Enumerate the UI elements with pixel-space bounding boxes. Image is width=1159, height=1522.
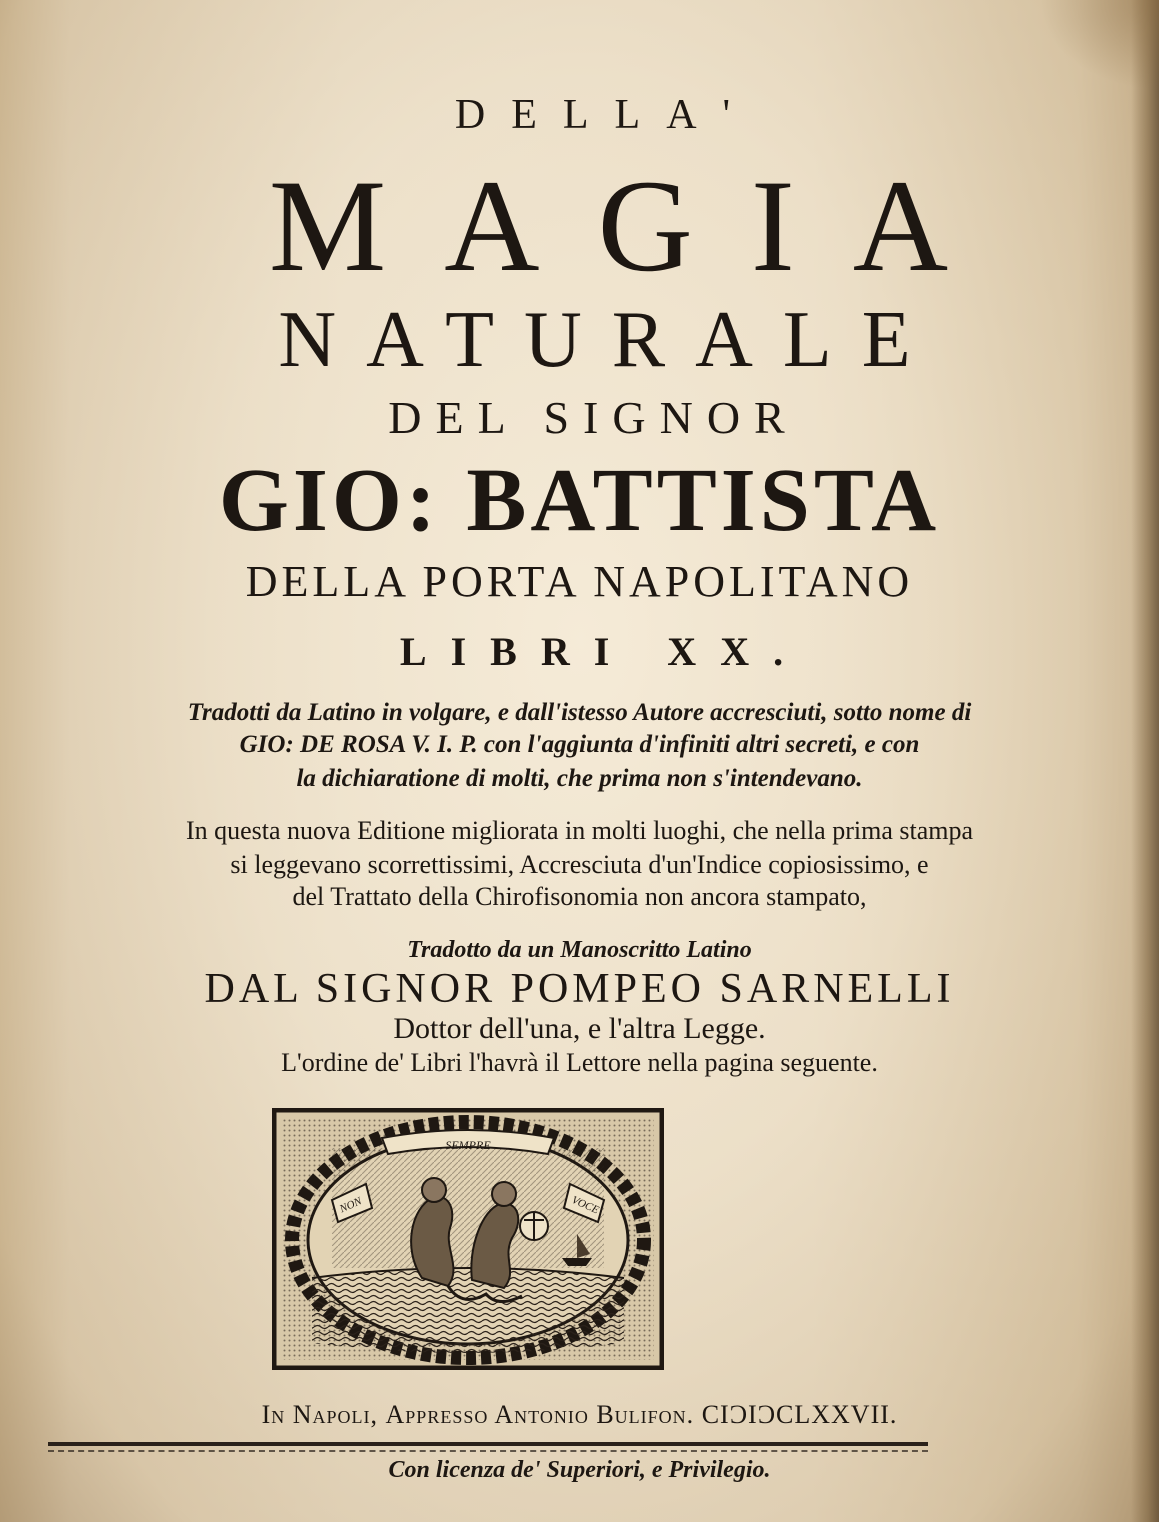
translator-degree: Dottor dell'una, e l'altra Legge. [393, 1012, 766, 1045]
paper-stain [1039, 0, 1159, 90]
title-naturale: NATURALE [278, 296, 941, 384]
author-line: DELLA PORTA NAPOLITANO [245, 557, 914, 606]
translation-note-line-2: GIO: DE ROSA V. I. P. con l'aggiunta d'infiniti altri secreti, e con [239, 731, 920, 758]
edition-note-line-1: In questa nuova Editione migliorata in molti luoghi, che nella prima stampa [185, 816, 974, 845]
edition-note-line-2: si leggevano scorrettissimi, Accresciuta d'un'Indice copiosissimo, e [230, 850, 929, 879]
title-magia: MAGIA [268, 152, 1007, 299]
translator-name: DAL SIGNOR POMPEO SARNELLI [204, 966, 955, 1012]
imprint-rule [48, 1442, 928, 1446]
edition-note-line-3: del Trattato della Chirofisonomia non ancora stampato, [292, 882, 867, 911]
device-motto-right: VOCE [569, 1194, 601, 1217]
imprint [0, 1402, 1159, 1428]
printer-device-woodcut [272, 1108, 664, 1370]
device-motto-left: NON [338, 1195, 364, 1216]
device-motto-top: SEMPRE [445, 1138, 491, 1152]
libri-count: LIBRI XX. [399, 629, 808, 674]
imprint-year: CIƆIƆCLXXVII. [701, 1400, 898, 1429]
title-della: DELLA' [454, 92, 757, 138]
translation-note-line-1: Tradotti da Latino in volgare, e dall'istesso Autore accresciuti, sotto nome di [187, 699, 972, 726]
license-line: Con licenza de' Superiori, e Privilegio. [388, 1457, 771, 1483]
author-name: GIO: BATTISTA [218, 451, 941, 550]
tradotto-line: Tradotto da un Manoscritto Latino [407, 937, 752, 963]
imprint-place: In Napoli, [261, 1400, 379, 1429]
order-note: L'ordine de' Libri l'havrà il Lettore nella pagina seguente. [281, 1048, 878, 1077]
translation-note-line-3: la dichiaratione di molti, che prima non s'intendevano. [296, 765, 863, 792]
imprint-rule-dashed [48, 1450, 928, 1452]
imprint-printer: Appresso Antonio Bulifon. [385, 1400, 695, 1429]
title-del-signor: DEL SIGNOR [388, 392, 799, 443]
